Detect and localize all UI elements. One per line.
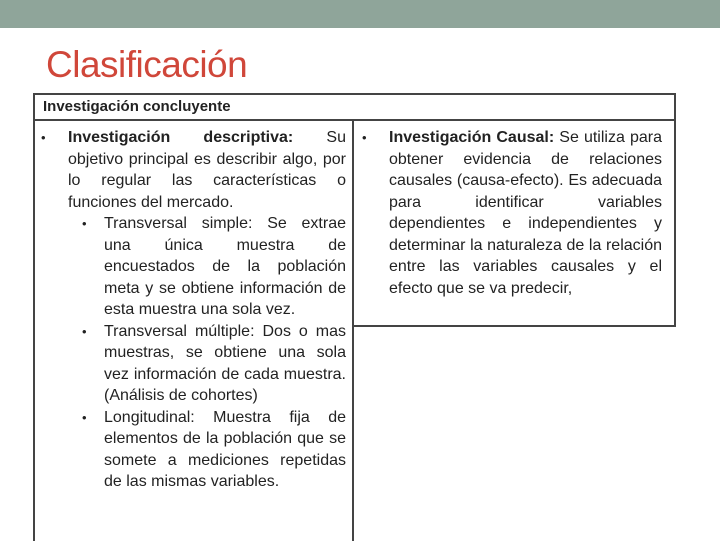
- left-column: [33, 121, 354, 541]
- slide-title: Clasificación: [46, 44, 248, 85]
- bullet-icon: •: [362, 130, 367, 145]
- bullet-icon: •: [82, 409, 87, 425]
- bullet-icon: •: [82, 323, 87, 339]
- sub-item-text: Longitudinal: Muestra fija de elementos de la población que se somete a mediciones repetidas de las mismas variables.: [104, 408, 346, 490]
- right-column: [352, 121, 676, 327]
- item-heading: Investigación descriptiva:: [68, 129, 294, 146]
- sub-item-text: Transversal simple: Se extrae una única muestra de encuestados de la población meta y se obtiene información de esta muestra una sola vez.: [104, 215, 346, 318]
- bullet-icon: •: [82, 216, 87, 231]
- sub-item-transversal-simple: [41, 213, 346, 321]
- sub-item-longitudinal: [41, 407, 346, 493]
- item-text: Su objetivo principal es describir algo, por lo regular las características o funciones del mercado.: [68, 129, 346, 211]
- bullet-icon: •: [41, 130, 46, 145]
- table-header: Investigación concluyente: [33, 93, 676, 121]
- sub-item-transversal-multiple: [41, 321, 346, 407]
- top-accent-bar: [0, 0, 720, 28]
- list-item-descriptiva: [41, 127, 346, 213]
- item-heading: Investigación Causal:: [389, 129, 555, 146]
- sub-item-text: Transversal múltiple: Dos o mas muestras, se obtiene una sola vez información de cada muestra. (Análisis de cohortes): [104, 322, 346, 404]
- classification-table: [33, 93, 676, 540]
- list-item-causal: [362, 127, 662, 299]
- item-text: Se utiliza para obtener evidencia de relaciones causales (causa-efecto). Es adecuada para identificar variables dependientes e independientes y determinar la naturaleza de la relación entre las variables causales y el efecto que se va predecir,: [389, 129, 662, 297]
